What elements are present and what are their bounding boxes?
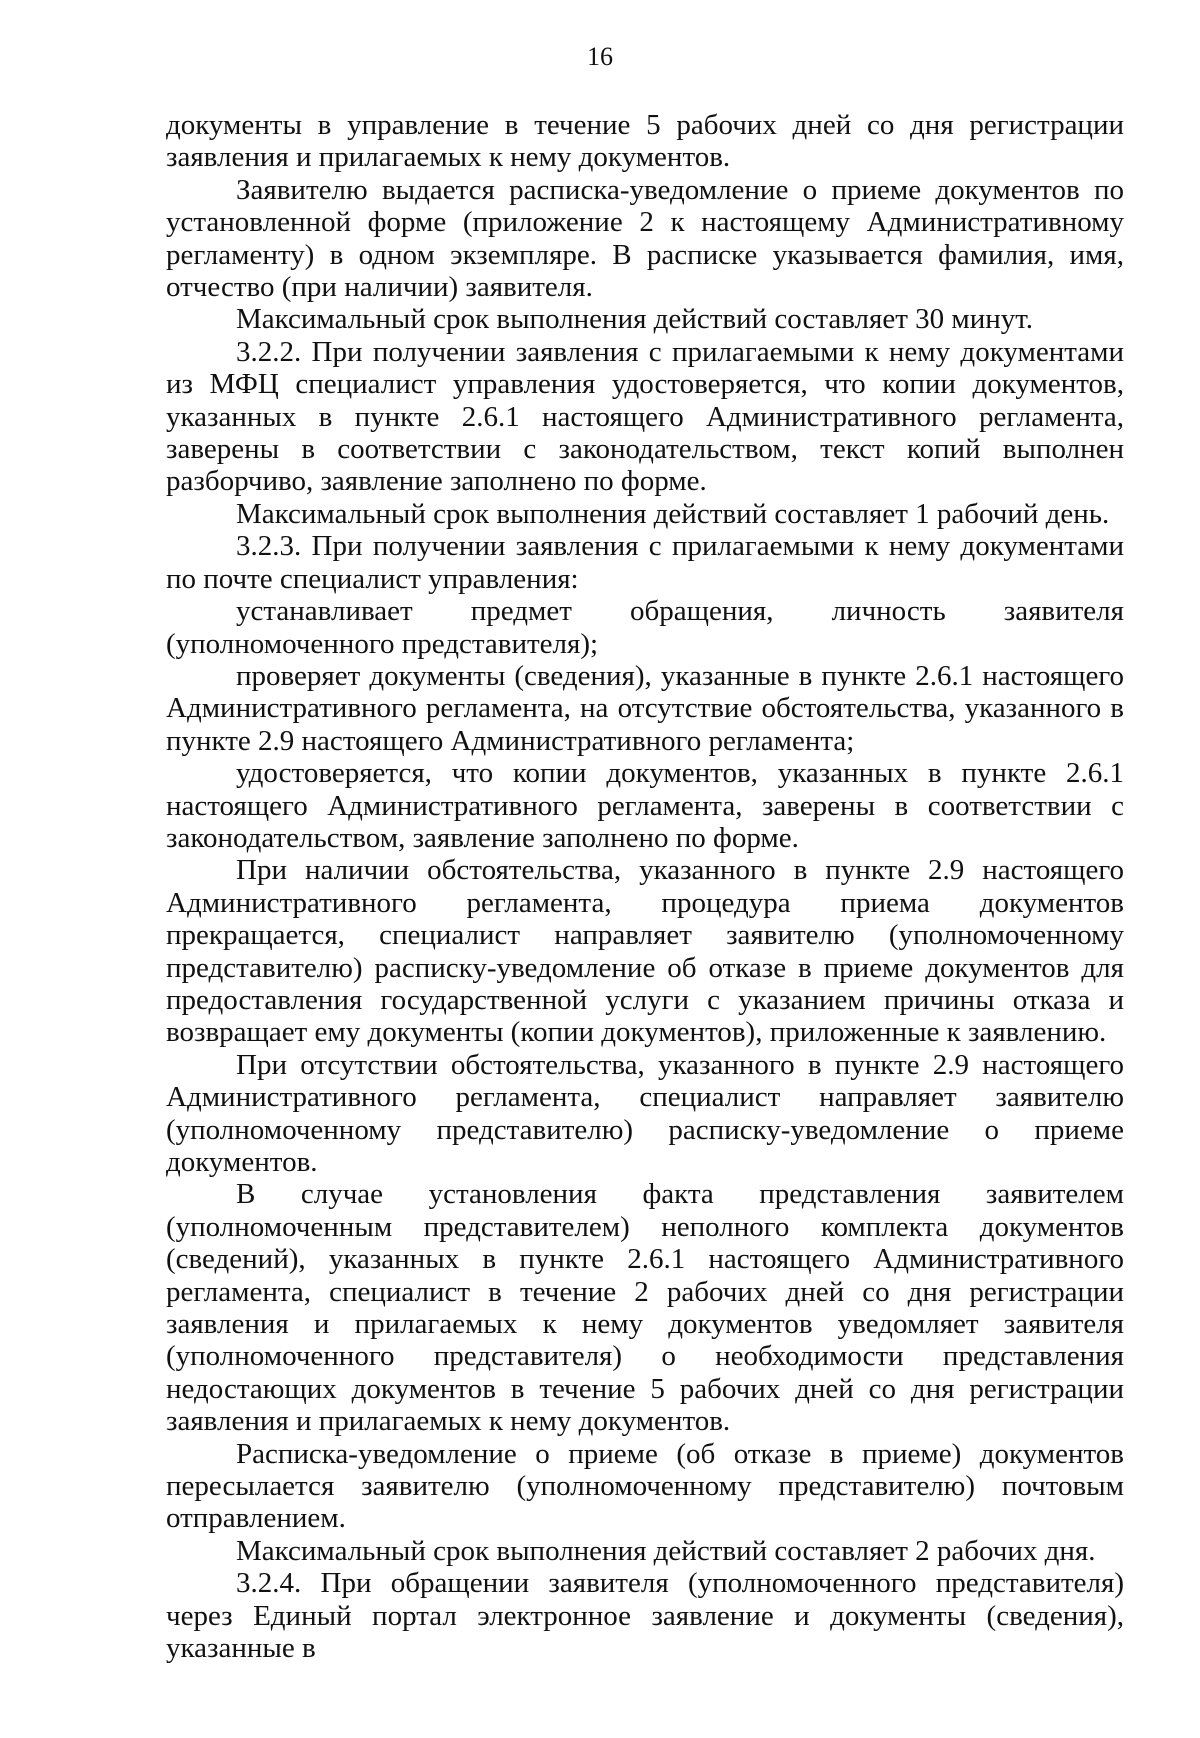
- paragraph: проверяет документы (сведения), указанные в пункте 2.6.1 настоящего Административного регламента, на отсутствие обстоятельства, указанного в пункте 2.9 настоящего Административного регламента;: [166, 659, 1124, 757]
- paragraph: Максимальный срок выполнения действий составляет 30 минут.: [236, 303, 1034, 336]
- paragraph: устанавливает предмет обращения, личность заявителя (уполномоченного представителя);: [166, 595, 1124, 660]
- paragraph: Расписка-уведомление о приеме (об отказе в приеме) документов пересылается заявителю (уполномоченному представителю) почтовым отправлением.: [166, 1437, 1124, 1535]
- paragraph: 3.2.3. При получении заявления с прилагаемыми к нему документами по почте специалист управления:: [166, 530, 1124, 595]
- paragraph: 3.2.4. При обращении заявителя (уполномоченного представителя) через Единый портал электронное заявление и документы (сведения), указанные в: [166, 1567, 1124, 1665]
- paragraph: удостоверяется, что копии документов, указанных в пункте 2.6.1 настоящего Административного регламента, заверены в соответствии с законодательством, заявление заполнено по форме.: [166, 757, 1124, 854]
- document-body: [166, 109, 1124, 1665]
- paragraph: 3.2.2. При получении заявления с прилагаемыми к нему документами из МФЦ специалист управления удостоверяется, что копии документов, указанных в пункте 2.6.1 настоящего Административного регламента, заверены в соответствии с законодательством, текст копий выполнен разборчиво, заявление заполнено по форме.: [166, 335, 1124, 498]
- paragraph: При отсутствии обстоятельства, указанного в пункте 2.9 настоящего Административного регламента, специалист направляет заявителю (уполномоченному представителю) расписку-уведомление о приеме документов.: [166, 1048, 1124, 1178]
- paragraph: Максимальный срок выполнения действий составляет 2 рабочих дня.: [236, 1534, 1096, 1567]
- paragraph: В случае установления факта представления заявителем (уполномоченным представителем) неполного комплекта документов (сведений), указанных в пункте 2.6.1 настоящего Административного регламента, специалист в течение 2 рабочих дней со дня регистрации заявления и прилагаемых к нему документов уведомляет заявителя (уполномоченного представителя) о необходимости представления недостающих документов в течение 5 рабочих дней со дня регистрации заявления и прилагаемых к нему документов.: [166, 1178, 1124, 1438]
- page-number: 16: [587, 42, 613, 71]
- paragraph: Максимальный срок выполнения действий составляет 1 рабочий день.: [236, 497, 1110, 530]
- paragraph: Заявителю выдается расписка-уведомление о приеме документов по установленной форме (приложение 2 к настоящему Административному регламенту) в одном экземпляре. В расписке указывается фамилия, имя, отчество (при наличии) заявителя.: [166, 173, 1124, 304]
- paragraph: При наличии обстоятельства, указанного в пункте 2.9 настоящего Административного регламента, процедура приема документов прекращается, специалист направляет заявителю (уполномоченному представителю) расписку-уведомление об отказе в приеме документов для предоставления государственной услуги с указанием причины отказа и возвращает ему документы (копии документов), приложенные к заявлению.: [166, 854, 1124, 1049]
- paragraph: документы в управление в течение 5 рабочих дней со дня регистрации заявления и прилагаемых к нему документов.: [166, 109, 1124, 174]
